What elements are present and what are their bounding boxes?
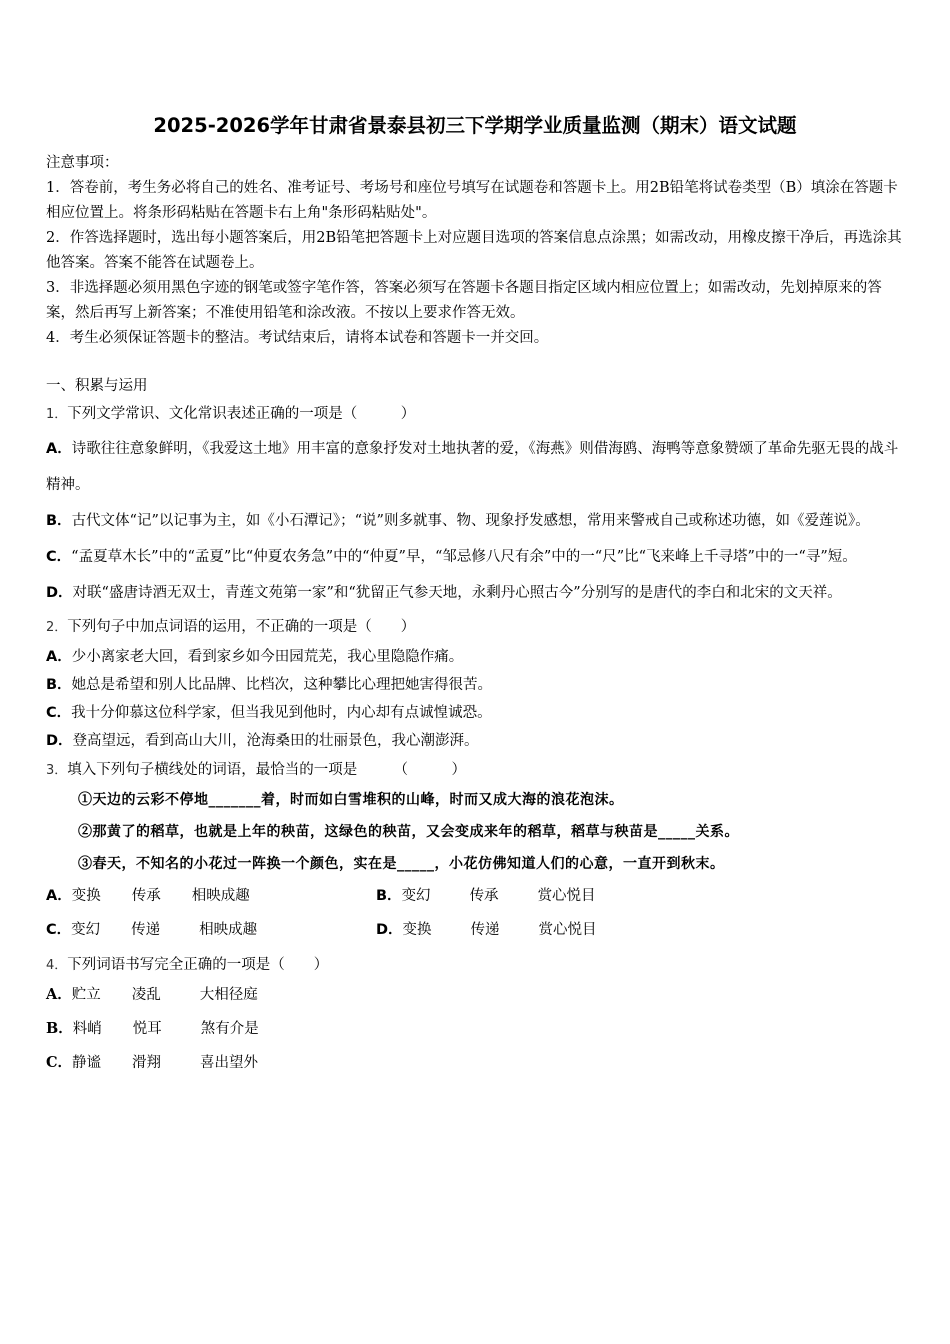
q2-option-b bbox=[46, 674, 908, 696]
question-number: 3． bbox=[46, 763, 68, 778]
option-word: 变换 bbox=[71, 888, 101, 904]
q3-options-row-2 bbox=[46, 919, 908, 941]
option-word: 传递 bbox=[470, 922, 500, 938]
option-word: 变幻 bbox=[401, 888, 431, 904]
option-word: 悦耳 bbox=[132, 1021, 162, 1037]
notice-item: 2．作答选择题时，选出每小题答案后，用2B铅笔把答题卡上对应题目选项的答案信息点涂黑；如需改动，用橡皮擦干净后，再选涂其他答案。答案不能答在试题卷上。 bbox=[46, 230, 902, 271]
option-label: B． bbox=[376, 888, 402, 904]
q4-option-b bbox=[46, 1018, 908, 1040]
option-label: A． bbox=[46, 986, 72, 1003]
q2-option-c bbox=[46, 702, 908, 724]
option-label: C． bbox=[46, 705, 72, 721]
notice-item: 4．考生必须保证答题卡的整洁。考试结束后，请将本试卷和答题卡一并交回。 bbox=[46, 330, 549, 346]
question-2-stem bbox=[46, 615, 908, 640]
section-title: 一、积累与运用 bbox=[46, 378, 148, 394]
question-number: 1． bbox=[46, 407, 68, 422]
notice-item: 1．答卷前，考生务必将自己的姓名、准考证号、考场号和座位号填写在试题卷和答题卡上。用2B铅笔将试卷类型（B）填涂在答题卡相应位置上。将条形码粘贴在答题卡右上角"条形码粘贴处"。 bbox=[46, 180, 898, 221]
question-1-stem bbox=[46, 402, 908, 427]
option-label: C． bbox=[46, 1054, 73, 1071]
question-text: 下列句子中加点词语的运用，不正确的一项是（ ） bbox=[67, 619, 416, 635]
question-text: 下列文学常识、文化常识表述正确的一项是（ ） bbox=[67, 406, 416, 422]
option-word: 赏心悦目 bbox=[538, 922, 597, 938]
notice-block bbox=[46, 151, 908, 351]
q3-option-d bbox=[376, 919, 706, 941]
option-text: 古代文体“记”以记事为主，如《小石潭记》；“说”则多就事、物、现象抒发感想，常用来警戒自己或称述功德，如《爱莲说》。 bbox=[71, 513, 870, 529]
option-label: A． bbox=[46, 441, 72, 457]
option-word: 变幻 bbox=[71, 922, 101, 938]
option-label: D． bbox=[46, 585, 73, 601]
option-word: 料峭 bbox=[72, 1021, 102, 1037]
option-word: 滑翔 bbox=[132, 1055, 162, 1071]
option-label: B． bbox=[46, 677, 72, 693]
option-label: D． bbox=[376, 922, 403, 938]
q2-option-a bbox=[46, 646, 908, 668]
question-number: 2． bbox=[46, 620, 68, 635]
option-word: 变换 bbox=[402, 922, 432, 938]
questions bbox=[46, 374, 908, 1086]
option-word: 凌乱 bbox=[131, 987, 161, 1003]
question-text: 下列词语书写完全正确的一项是（ ） bbox=[67, 957, 329, 973]
option-label: D． bbox=[46, 733, 73, 749]
option-text: 登高望远，看到高山大川，沧海桑田的壮丽景色，我心潮澎湃。 bbox=[72, 733, 479, 749]
question-number: 4． bbox=[46, 958, 68, 973]
option-label: B． bbox=[46, 1020, 73, 1037]
q3-option-b bbox=[376, 885, 706, 907]
option-word: 传递 bbox=[131, 922, 161, 938]
option-label: C． bbox=[46, 922, 72, 938]
option-word: 煞有介是 bbox=[200, 1021, 259, 1037]
option-word: 传承 bbox=[131, 888, 161, 904]
option-label: A． bbox=[46, 649, 72, 665]
q3-option-c bbox=[46, 919, 376, 941]
q4-option-c bbox=[46, 1052, 908, 1074]
option-text: 对联“盛唐诗酒无双士，青莲文苑第一家”和“犹留正气参天地，永剩丹心照古今”分别写的是唐代的李白和北宋的文天祥。 bbox=[72, 585, 842, 601]
option-word: 静谧 bbox=[72, 1055, 102, 1071]
q1-option-d bbox=[46, 575, 908, 611]
option-label: C． bbox=[46, 549, 72, 565]
q1-option-b bbox=[46, 503, 908, 539]
page-title: 2025-2026学年甘肃省景泰县初三下学期学业质量监测（期末）语文试题 bbox=[153, 114, 797, 137]
option-label: A． bbox=[46, 888, 72, 904]
option-text: “孟夏草木长”中的“孟夏”比“仲夏农务急”中的“仲夏”早，“邹忌修八尺有余”中的一“尺”比“飞来峰上千寻塔”中的一“寻”短。 bbox=[71, 549, 857, 565]
question-4-stem bbox=[46, 953, 908, 978]
option-word: 相映成趣 bbox=[191, 888, 250, 904]
option-word: 大相径庭 bbox=[199, 987, 258, 1003]
option-word: 贮立 bbox=[71, 987, 101, 1003]
option-word: 赏心悦目 bbox=[537, 888, 596, 904]
question-3-stem bbox=[46, 758, 908, 783]
q3-sentence-2: ②那黄了的稻草，也就是上年的秧苗，这绿色的秧苗，又会变成来年的稻草，稻草与秧苗是_____关系。 bbox=[78, 824, 739, 840]
q1-option-a bbox=[46, 431, 908, 503]
q4-option-a bbox=[46, 984, 908, 1006]
option-text: 诗歌往往意象鲜明，《我爱这土地》用丰富的意象抒发对土地执著的爱，《海燕》则借海鸥、海鸭等意象赞颂了革命先驱无畏的战斗精神。 bbox=[46, 441, 899, 493]
question-text: 填入下列句子横线处的词语，最恰当的一项是 （ ） bbox=[67, 762, 467, 778]
q3-sentence-1: ①天边的云彩不停地_______着，时而如白雪堆积的山峰，时而又成大海的浪花泡沫。 bbox=[78, 792, 624, 808]
option-word: 喜出望外 bbox=[200, 1055, 259, 1071]
option-text: 少小离家老大回，看到家乡如今田园荒芜，我心里隐隐作痛。 bbox=[71, 649, 464, 665]
notice-item: 3．非选择题必须用黑色字迹的钢笔或签字笔作答，答案必须写在答题卡各题目指定区域内相应位置上；如需改动，先划掉原来的答案，然后再写上新答案；不准使用铅笔和涂改液。不按以上要求作答无效。 bbox=[46, 280, 882, 321]
q1-option-c bbox=[46, 539, 908, 575]
option-label: B． bbox=[46, 513, 72, 529]
q2-option-d bbox=[46, 730, 908, 752]
q3-option-a bbox=[46, 885, 376, 907]
q3-sentence-3: ③春天，不知名的小花过一阵换一个颜色，实在是_____，小花仿佛知道人们的心意，一直开到秋末。 bbox=[78, 856, 725, 872]
option-text: 我十分仰慕这位科学家，但当我见到他时，内心却有点诚惶诚恐。 bbox=[71, 705, 492, 721]
notice-heading: 注意事项： bbox=[46, 155, 119, 171]
q3-options-row-1 bbox=[46, 885, 908, 907]
option-text: 她总是希望和别人比品牌、比档次，这种攀比心理把她害得很苦。 bbox=[71, 677, 493, 693]
option-word: 传承 bbox=[469, 888, 499, 904]
option-word: 相映成趣 bbox=[199, 922, 258, 938]
